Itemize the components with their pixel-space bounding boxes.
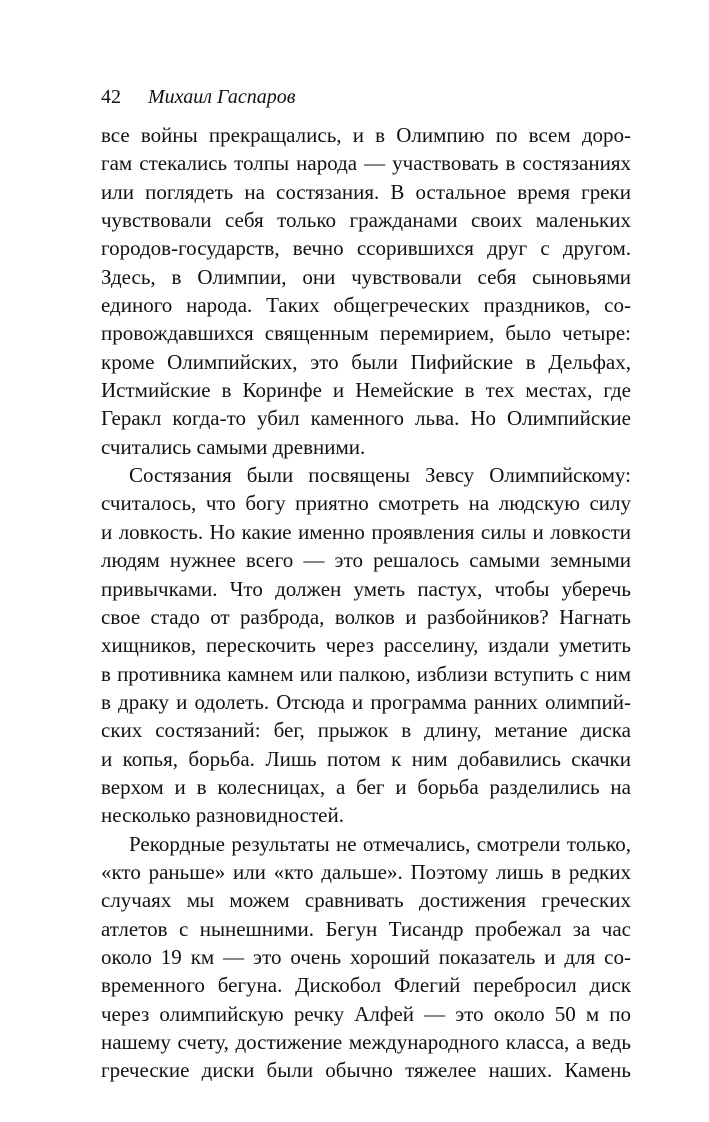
text-line: гам стекались толпы народа — участвовать в состязаниях — [101, 151, 631, 176]
text-line: все войны прекращались, и в Олимпию по всем доро- — [101, 123, 631, 147]
text-line: свое стадо от разброда, волков и разбойников? Нагнать — [101, 604, 631, 629]
text-line: Истмийские в Коринфе и Немейские в тех местах, где — [101, 378, 631, 403]
text-line: считались самыми древними. — [101, 434, 366, 459]
text-line: временного бегуна. Дискобол Флегий перебросил диск — [101, 973, 631, 998]
text-line: атлетов с нынешними. Бегун Тисандр пробежал за час — [101, 916, 631, 941]
text-line: провождавшихся священным перемирием, было четыре: — [101, 321, 631, 346]
text-line: через олимпийскую речку Алфей — это около 50 м по — [101, 1001, 631, 1026]
text-line: привычками. Что должен уметь пастух, чтобы уберечь — [101, 576, 631, 601]
text-line: ских состязаний: бег, прыжок в длину, метание диска — [101, 718, 631, 743]
page-number: 42 — [101, 86, 121, 108]
text-line: людям нужнее всего — это решалось самыми земными — [101, 548, 631, 573]
paragraph-first-line: Состязания были посвящены Зевсу Олимпийскому: — [129, 463, 631, 488]
text-line: «кто раньше» или «кто дальше». Поэтому лишь в редких — [101, 859, 631, 884]
text-line: в драку и одолеть. Отсюда и программа ранних олимпий- — [101, 689, 631, 714]
text-line: нашему счету, достижение международного класса, а ведь — [101, 1030, 631, 1054]
text-line: Геракл когда-то убил каменного льва. Но Олимпийские — [101, 406, 631, 431]
text-line: верхом и в колесницах, а бег и борьба разделились на — [101, 774, 631, 799]
text-line: хищников, перескочить через расселину, издали уметить — [101, 633, 631, 658]
running-header — [101, 84, 295, 110]
text-line: и копья, борьба. Лишь потом к ним добавились скачки — [101, 746, 631, 771]
text-line: кроме Олимпийских, это были Пифийские в Дельфах, — [101, 349, 631, 374]
text-line: или поглядеть на состязания. В остальное время греки — [101, 179, 631, 204]
text-line: и ловкость. Но какие именно проявления силы и ловкости — [101, 519, 631, 544]
text-line: случаях мы можем сравнивать достижения греческих — [101, 888, 631, 913]
text-line: городов-государств, вечно ссорившихся друг с другом. — [101, 236, 631, 261]
text-line: несколько разновидностей. — [101, 803, 344, 828]
paragraph-first-line: Рекордные результаты не отмечались, смотрели только, — [129, 831, 631, 856]
body-text — [101, 121, 631, 1085]
text-line: считалось, что богу приятно смотреть на людскую силу — [101, 491, 631, 516]
text-line: единого народа. Таких общегреческих праздников, со- — [101, 293, 631, 318]
text-line: Здесь, в Олимпии, они чувствовали себя сыновьями — [101, 264, 631, 289]
running-author: Михаил Гаспаров — [148, 86, 296, 108]
text-line: в противника камнем или палкою, изблизи вступить с ним — [101, 661, 631, 686]
text-line: чувствовали себя только гражданами своих маленьких — [101, 208, 631, 233]
text-line: около 19 км — это очень хороший показатель и для со- — [101, 944, 631, 969]
text-line: греческие диски были обычно тяжелее наших. Камень — [101, 1058, 631, 1083]
